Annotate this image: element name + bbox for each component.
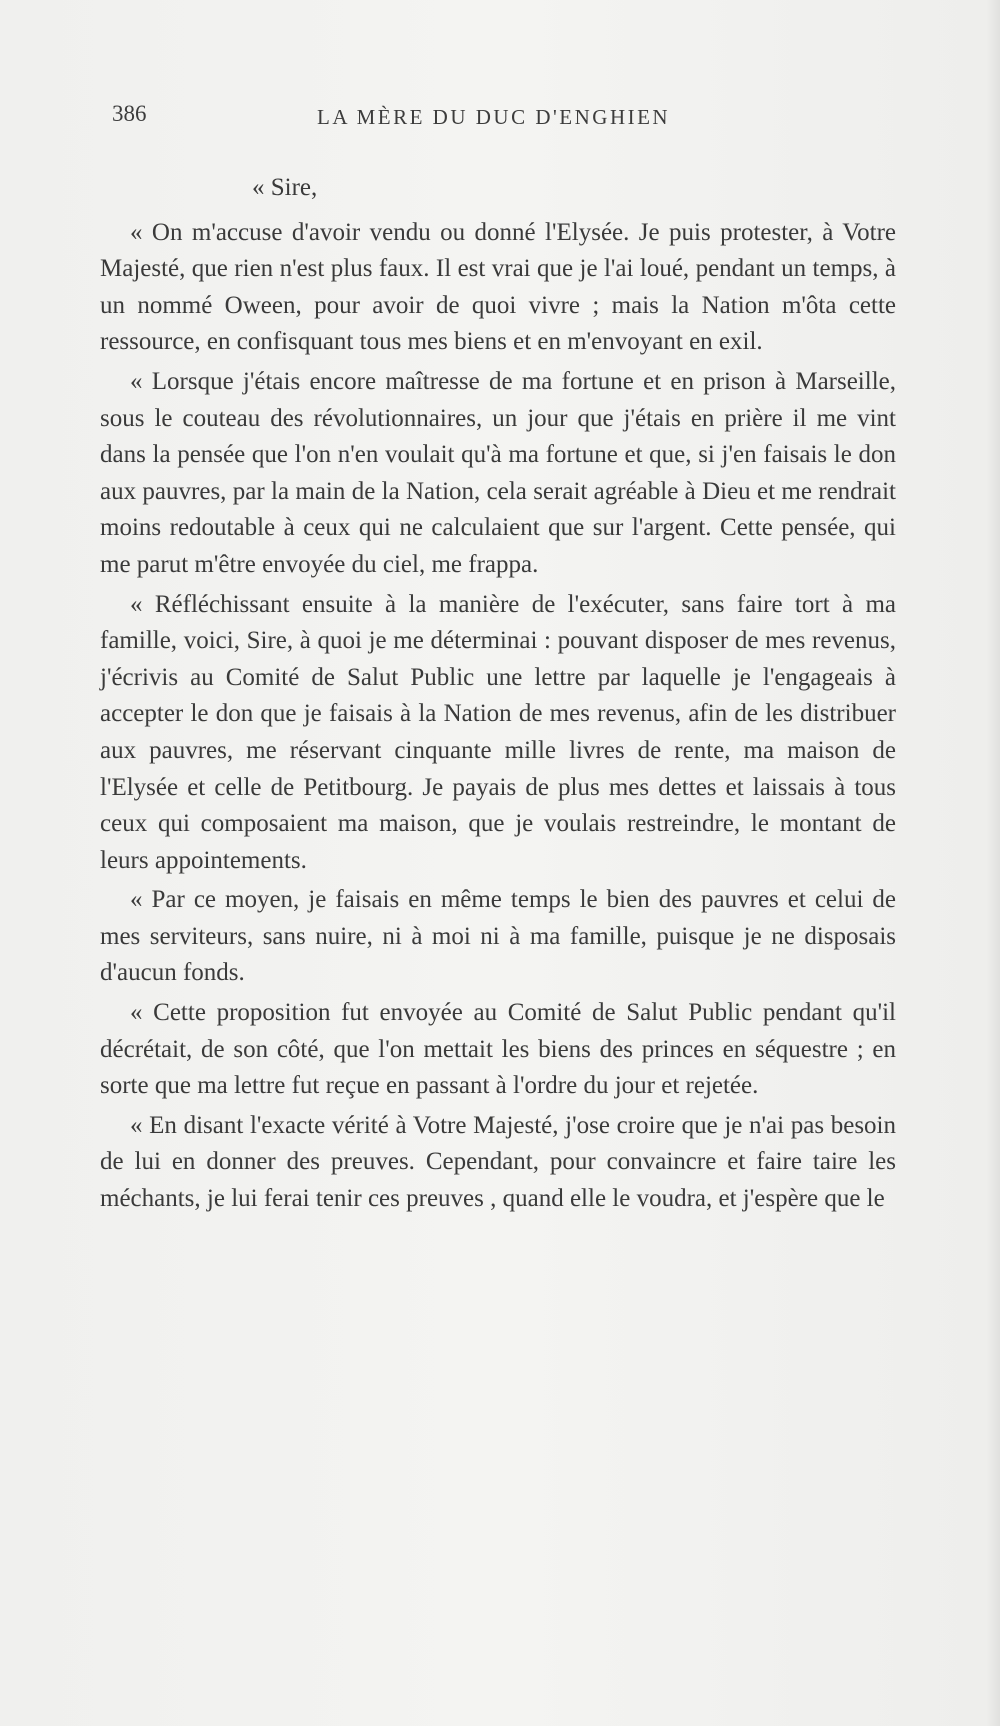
page-header [112, 101, 912, 141]
letter-salutation: « Sire, [252, 174, 318, 201]
paragraph-3: « Réfléchissant ensuite à la manière de l'exécuter, sans faire tort à ma famille, voici, Sire, à quoi je me déterminai : pouvant disposer de mes revenus, j'écrivis au Comité de Salut Public une lettre par laquelle je l'engageais à accepter le don que je faisais à la Nation de mes revenus, afin de les distribuer aux pauvres, me réservant cinquante mille livres de rente, ma maison de l'Elysée et celle de Petitbourg. Je payais de plus mes dettes et laissais à tous ceux qui composaient ma maison, que je voulais restreindre, le montant de leurs appointements. [100, 590, 896, 874]
page-edge-shadow [986, 0, 1000, 1726]
letter-body [100, 170, 896, 1218]
running-title: LA MÈRE DU DUC D'ENGHIEN [317, 105, 671, 129]
page-number: 386 [112, 101, 147, 126]
paragraph-4: « Par ce moyen, je faisais en même temps le bien des pauvres et celui de mes serviteurs, sans nuire, ni à moi ni à ma famille, puisque je ne disposais d'aucun fonds. [100, 886, 896, 987]
paragraph-5: « Cette proposition fut envoyée au Comité de Salut Public pendant qu'il décrétait, de son côté, que l'on mettait les biens des princes en séquestre ; en sorte que ma lettre fut reçue en passant à l'ordre du jour et rejetée. [100, 999, 896, 1100]
paragraph-2: « Lorsque j'étais encore maîtresse de ma fortune et en prison à Marseille, sous le couteau des révolutionnaires, un jour que j'étais en prière il me vint dans la pensée que l'on n'en voulait qu'à ma fortune et que, si j'en faisais le don aux pauvres, par la main de la Nation, cela serait agréable à Dieu et me rendrait moins redoutable à ceux qui ne calculaient que sur l'argent. Cette pensée, qui me parut m'être envoyée du ciel, me frappa. [100, 367, 896, 578]
paragraph-6: « En disant l'exacte vérité à Votre Majesté, j'ose croire que je n'ai pas besoin de lui en donner des preuves. Cependant, pour convaincre et faire taire les méchants, je lui ferai tenir ces preuves , quand elle le voudra, et j'espère que le [100, 1111, 896, 1213]
paragraph-1: « On m'accuse d'avoir vendu ou donné l'Elysée. Je puis protester, à Votre Majesté, que rien n'est plus faux. Il est vrai que je l'ai loué, pendant un temps, à un nommé Oween, pour avoir de quoi vivre ; mais la Nation m'ôta cette ressource, en confisquant tous mes biens et en m'envoyant en exil. [100, 218, 896, 356]
